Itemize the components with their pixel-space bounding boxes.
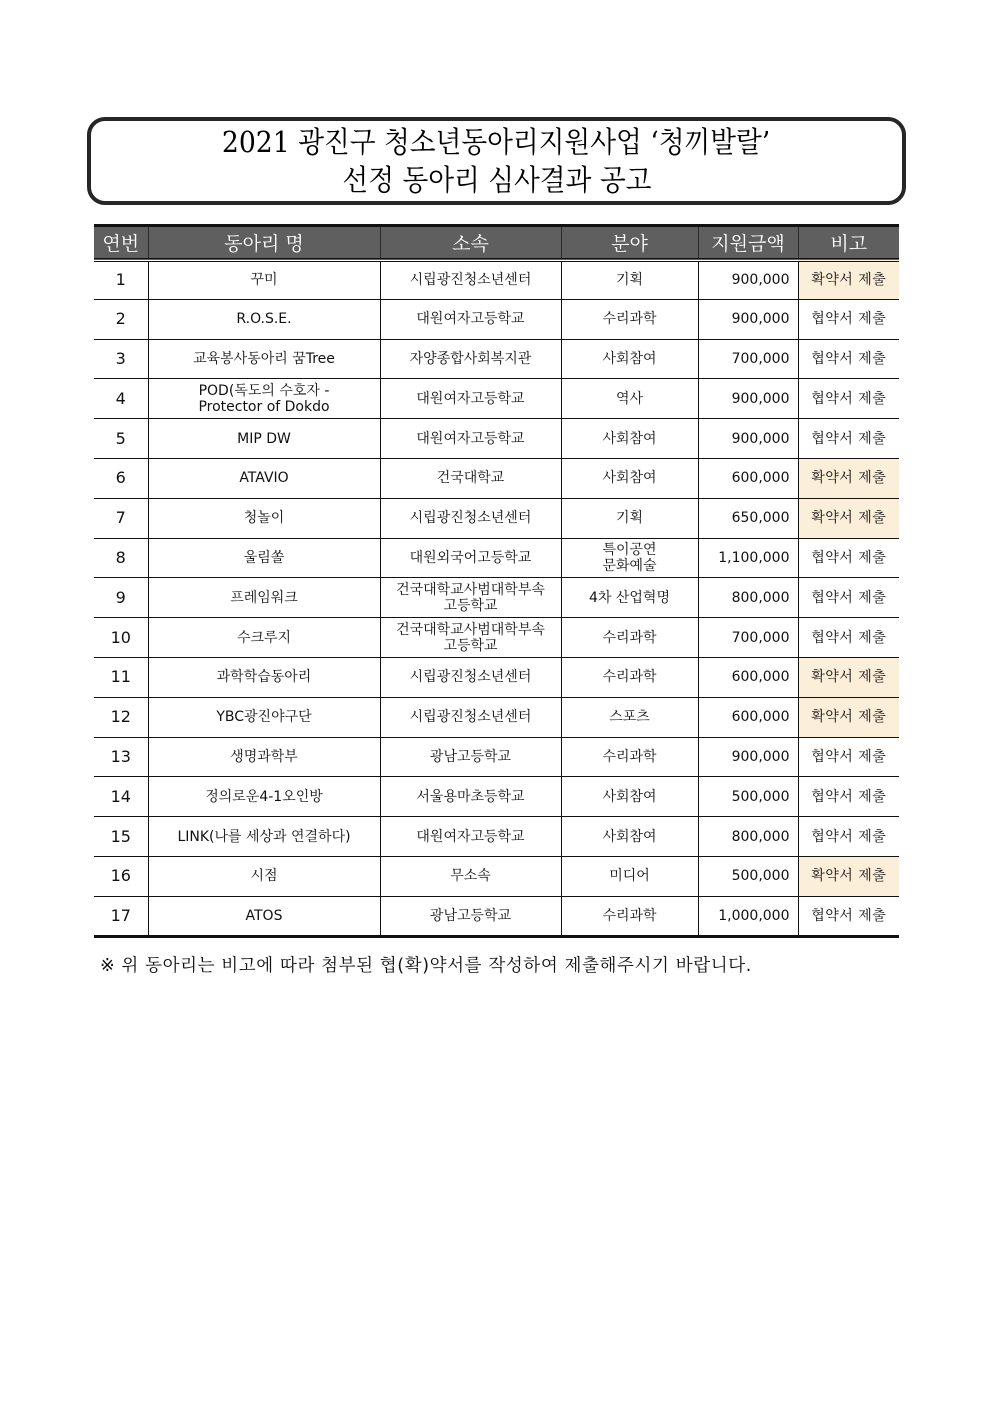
cell-note: 확약서 제출 [798, 260, 899, 300]
cell-club-name: 울림쏠 [148, 538, 380, 578]
cell-note: 협약서 제출 [798, 896, 899, 936]
footnote: ※ 위 동아리는 비고에 따라 첨부된 협(확)약서를 작성하여 제출해주시기 바랍니다. [100, 956, 752, 976]
cell-affiliation: 대원여자고등학교 [380, 299, 561, 339]
cell-affiliation: 시립광진청소년센터 [380, 697, 561, 737]
cell-note: 협약서 제출 [798, 419, 899, 459]
title-box [87, 117, 906, 205]
cell-affiliation: 건국대학교사범대학부속 고등학교 [380, 618, 561, 658]
title-line-2: 선정 동아리 심사결과 공고 [342, 163, 651, 197]
cell-no: 4 [94, 379, 148, 419]
cell-note: 협약서 제출 [798, 817, 899, 857]
cell-club-name: 정의로운4-1오인방 [148, 777, 380, 817]
table-row [94, 498, 899, 538]
cell-note: 확약서 제출 [798, 498, 899, 538]
table-row [94, 618, 899, 658]
cell-field: 수리과학 [561, 299, 698, 339]
cell-affiliation: 시립광진청소년센터 [380, 260, 561, 300]
cell-no: 14 [94, 777, 148, 817]
cell-note: 협약서 제출 [798, 578, 899, 618]
cell-club-name: POD(독도의 수호자 - Protector of Dokdo [148, 379, 380, 419]
cell-field: 수리과학 [561, 618, 698, 658]
header-affiliation: 소속 [380, 226, 561, 260]
cell-note: 협약서 제출 [798, 538, 899, 578]
cell-note: 협약서 제출 [798, 299, 899, 339]
cell-affiliation: 대원여자고등학교 [380, 419, 561, 459]
header-field: 분야 [561, 226, 698, 260]
cell-affiliation: 서울용마초등학교 [380, 777, 561, 817]
cell-no: 16 [94, 856, 148, 896]
table-row [94, 697, 899, 737]
table-header-row [94, 226, 899, 260]
cell-amount: 900,000 [698, 737, 798, 777]
cell-field: 미디어 [561, 856, 698, 896]
cell-field: 사회참여 [561, 339, 698, 379]
cell-affiliation: 무소속 [380, 856, 561, 896]
table-row [94, 299, 899, 339]
cell-amount: 900,000 [698, 379, 798, 419]
cell-club-name: 꾸미 [148, 260, 380, 300]
cell-amount: 1,000,000 [698, 896, 798, 936]
cell-no: 12 [94, 697, 148, 737]
cell-note: 협약서 제출 [798, 737, 899, 777]
cell-amount: 800,000 [698, 817, 798, 857]
cell-no: 10 [94, 618, 148, 658]
cell-field: 수리과학 [561, 657, 698, 697]
cell-field: 기획 [561, 498, 698, 538]
cell-affiliation: 광남고등학교 [380, 896, 561, 936]
cell-amount: 600,000 [698, 697, 798, 737]
cell-club-name: YBC광진야구단 [148, 697, 380, 737]
cell-amount: 600,000 [698, 458, 798, 498]
cell-amount: 1,100,000 [698, 538, 798, 578]
cell-affiliation: 건국대학교사범대학부속 고등학교 [380, 578, 561, 618]
cell-club-name: MIP DW [148, 419, 380, 459]
cell-club-name: ATAVIO [148, 458, 380, 498]
header-note: 비고 [798, 226, 899, 260]
cell-field: 사회참여 [561, 777, 698, 817]
cell-note: 확약서 제출 [798, 697, 899, 737]
table-row [94, 856, 899, 896]
cell-note: 확약서 제출 [798, 657, 899, 697]
cell-affiliation: 자양종합사회복지관 [380, 339, 561, 379]
cell-affiliation: 시립광진청소년센터 [380, 498, 561, 538]
cell-field: 사회참여 [561, 419, 698, 459]
cell-note: 협약서 제출 [798, 777, 899, 817]
cell-no: 13 [94, 737, 148, 777]
cell-affiliation: 대원외국어고등학교 [380, 538, 561, 578]
cell-club-name: 과학학습동아리 [148, 657, 380, 697]
cell-amount: 650,000 [698, 498, 798, 538]
cell-field: 수리과학 [561, 737, 698, 777]
cell-club-name: 수크루지 [148, 618, 380, 658]
cell-field: 스포츠 [561, 697, 698, 737]
cell-no: 2 [94, 299, 148, 339]
cell-note: 협약서 제출 [798, 339, 899, 379]
table-row [94, 578, 899, 618]
cell-club-name: 프레임워크 [148, 578, 380, 618]
header-amount: 지원금액 [698, 226, 798, 260]
cell-no: 15 [94, 817, 148, 857]
cell-note: 확약서 제출 [798, 458, 899, 498]
cell-no: 7 [94, 498, 148, 538]
cell-no: 9 [94, 578, 148, 618]
table-row [94, 339, 899, 379]
header-club-name: 동아리 명 [148, 226, 380, 260]
cell-affiliation: 대원여자고등학교 [380, 379, 561, 419]
table-row [94, 260, 899, 300]
table-row [94, 379, 899, 419]
cell-amount: 900,000 [698, 419, 798, 459]
cell-club-name: 청놀이 [148, 498, 380, 538]
cell-field: 기획 [561, 260, 698, 300]
cell-club-name: R.O.S.E. [148, 299, 380, 339]
cell-club-name: 시점 [148, 856, 380, 896]
cell-note: 협약서 제출 [798, 618, 899, 658]
cell-amount: 700,000 [698, 339, 798, 379]
cell-field: 역사 [561, 379, 698, 419]
cell-amount: 900,000 [698, 260, 798, 300]
cell-affiliation: 광남고등학교 [380, 737, 561, 777]
cell-no: 3 [94, 339, 148, 379]
cell-affiliation: 대원여자고등학교 [380, 817, 561, 857]
cell-field: 사회참여 [561, 817, 698, 857]
table-row [94, 458, 899, 498]
cell-club-name: 교육봉사동아리 꿈Tree [148, 339, 380, 379]
cell-field: 수리과학 [561, 896, 698, 936]
cell-no: 8 [94, 538, 148, 578]
title-line-1: 2021 광진구 청소년동아리지원사업 ‘청끼발랄’ [222, 125, 771, 159]
cell-amount: 500,000 [698, 856, 798, 896]
cell-amount: 600,000 [698, 657, 798, 697]
cell-no: 5 [94, 419, 148, 459]
table-row [94, 657, 899, 697]
cell-amount: 700,000 [698, 618, 798, 658]
table-body [94, 260, 899, 937]
table-row [94, 419, 899, 459]
results-table [94, 224, 899, 938]
table-row [94, 538, 899, 578]
table-row [94, 777, 899, 817]
table-row [94, 817, 899, 857]
header-no: 연번 [94, 226, 148, 260]
cell-club-name: 생명과학부 [148, 737, 380, 777]
cell-affiliation: 시립광진청소년센터 [380, 657, 561, 697]
cell-field: 사회참여 [561, 458, 698, 498]
cell-affiliation: 건국대학교 [380, 458, 561, 498]
cell-no: 17 [110, 905, 131, 925]
cell-no: 6 [94, 458, 148, 498]
cell-amount: 900,000 [698, 299, 798, 339]
cell-field: 4차 산업혁명 [561, 578, 698, 618]
cell-club-name: LINK(나를 세상과 연결하다) [148, 817, 380, 857]
cell-club-name: ATOS [148, 896, 380, 936]
table-row [94, 737, 899, 777]
cell-field: 특이공연 문화예술 [561, 538, 698, 578]
cell-amount: 800,000 [698, 578, 798, 618]
cell-note: 확약서 제출 [798, 856, 899, 896]
cell-amount: 500,000 [698, 777, 798, 817]
cell-note: 협약서 제출 [798, 379, 899, 419]
cell-no: 11 [94, 657, 148, 697]
table-row [94, 896, 899, 936]
cell-no: 1 [94, 260, 148, 300]
